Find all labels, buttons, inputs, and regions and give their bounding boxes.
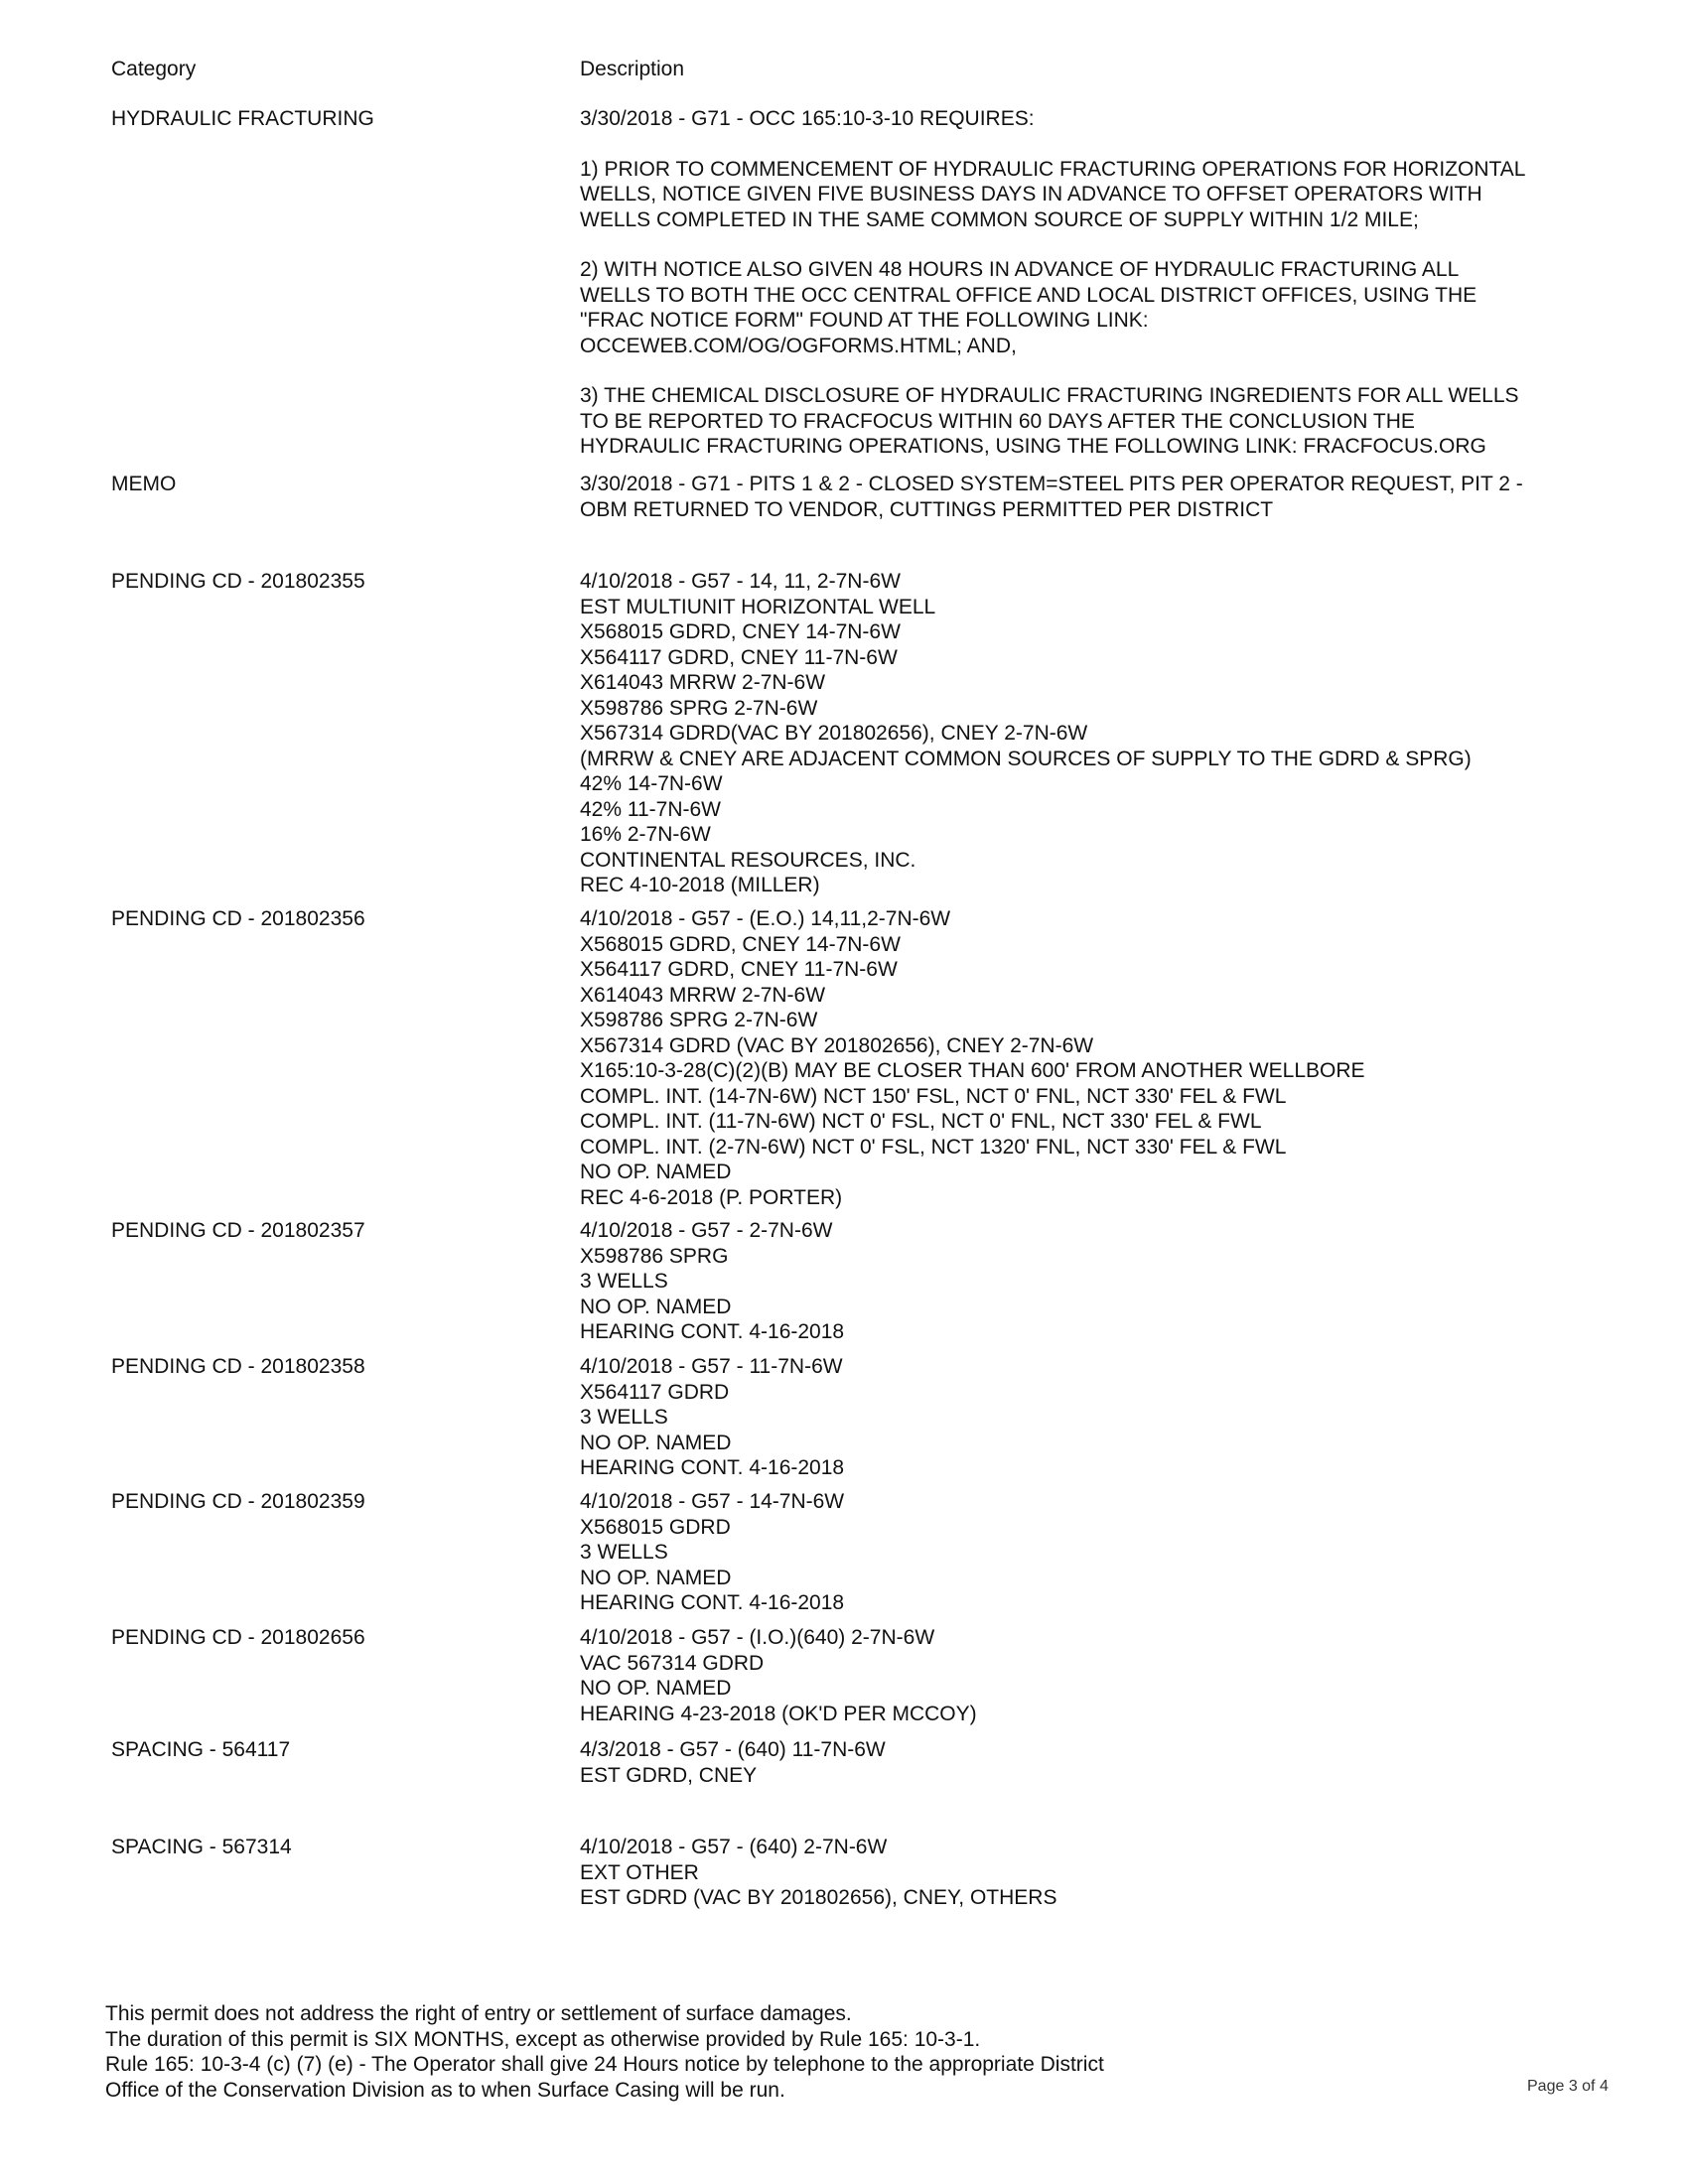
description-column-header: Description xyxy=(580,58,685,80)
description-line: HYDRAULIC FRACTURING OPERATIONS, USING THE FOLLOWING LINK: FRACFOCUS.ORG xyxy=(580,435,1486,458)
description-line: 4/10/2018 - G57 - 2-7N-6W xyxy=(580,1219,833,1242)
description-line: TO BE REPORTED TO FRACFOCUS WITHIN 60 DAYS AFTER THE CONCLUSION THE xyxy=(580,409,1415,433)
entry-description xyxy=(580,906,1613,1210)
description-paragraph xyxy=(580,157,1613,233)
description-line: EST GDRD (VAC BY 201802656), CNEY, OTHERS xyxy=(580,1886,1057,1909)
description-line: 42% 14-7N-6W xyxy=(580,772,723,795)
entry-category: PENDING CD - 201802358 xyxy=(111,1355,365,1378)
description-line: REC 4-10-2018 (MILLER) xyxy=(580,874,820,896)
entry-category: SPACING - 567314 xyxy=(111,1836,292,1858)
description-paragraph xyxy=(580,569,1613,898)
description-line: 4/10/2018 - G57 - (E.O.) 14,11,2-7N-6W xyxy=(580,907,951,930)
description-line: REC 4-6-2018 (P. PORTER) xyxy=(580,1185,843,1209)
description-line: X614043 MRRW 2-7N-6W xyxy=(580,983,826,1007)
description-line: 3 WELLS xyxy=(580,1541,668,1564)
entry-description xyxy=(580,1625,1613,1726)
description-line: HEARING CONT. 4-16-2018 xyxy=(580,1456,845,1479)
description-line: NO OP. NAMED xyxy=(580,1295,732,1318)
description-line: 1) PRIOR TO COMMENCEMENT OF HYDRAULIC FRACTURING OPERATIONS FOR HORIZONTAL xyxy=(580,157,1526,181)
description-line: HEARING 4-23-2018 (OK'D PER MCCOY) xyxy=(580,1702,977,1725)
description-line: WELLS, NOTICE GIVEN FIVE BUSINESS DAYS IN ADVANCE TO OFFSET OPERATORS WITH xyxy=(580,183,1482,205)
footer-line: The duration of this permit is SIX MONTHS, except as otherwise provided by Rule 165: 10-3-1. xyxy=(105,2027,981,2051)
footer-line: Office of the Conservation Division as to when Surface Casing will be run. xyxy=(105,2078,785,2102)
description-line: X165:10-3-28(C)(2)(B) MAY BE CLOSER THAN 600' FROM ANOTHER WELLBORE xyxy=(580,1059,1365,1082)
description-line: 4/3/2018 - G57 - (640) 11-7N-6W xyxy=(580,1738,886,1761)
entry-description xyxy=(580,472,1613,522)
description-line: COMPL. INT. (2-7N-6W) NCT 0' FSL, NCT 1320' FNL, NCT 330' FEL & FWL xyxy=(580,1135,1287,1159)
description-paragraph xyxy=(580,1737,1613,1788)
description-line: COMPL. INT. (11-7N-6W) NCT 0' FSL, NCT 0' FNL, NCT 330' FEL & FWL xyxy=(580,1110,1262,1133)
description-line: OBM RETURNED TO VENDOR, CUTTINGS PERMITTED PER DISTRICT xyxy=(580,497,1274,521)
entry-category: SPACING - 564117 xyxy=(111,1738,291,1761)
description-line: 3/30/2018 - G71 - OCC 165:10-3-10 REQUIRES: xyxy=(580,107,1035,130)
description-line: 3) THE CHEMICAL DISCLOSURE OF HYDRAULIC FRACTURING INGREDIENTS FOR ALL WELLS xyxy=(580,384,1519,407)
description-line: X598786 SPRG 2-7N-6W xyxy=(580,1009,818,1031)
entry-description xyxy=(580,1835,1613,1911)
entry-category: PENDING CD - 201802359 xyxy=(111,1490,365,1513)
description-line: 2) WITH NOTICE ALSO GIVEN 48 HOURS IN ADVANCE OF HYDRAULIC FRACTURING ALL xyxy=(580,258,1460,281)
description-line: COMPL. INT. (14-7N-6W) NCT 150' FSL, NCT 0' FNL, NCT 330' FEL & FWL xyxy=(580,1084,1287,1108)
category-column-header: Category xyxy=(111,58,197,80)
entry-description xyxy=(580,106,1613,460)
description-line: X568015 GDRD xyxy=(580,1515,731,1539)
description-line: NO OP. NAMED xyxy=(580,1566,732,1589)
description-line: 4/10/2018 - G57 - 14, 11, 2-7N-6W xyxy=(580,570,901,593)
description-line: 3/30/2018 - G71 - PITS 1 & 2 - CLOSED SYSTEM=STEEL PITS PER OPERATOR REQUEST, PIT 2 - xyxy=(580,473,1523,495)
entry-category: PENDING CD - 201802656 xyxy=(111,1626,365,1649)
description-paragraph xyxy=(580,1489,1613,1616)
entry-category: MEMO xyxy=(111,473,177,495)
description-paragraph xyxy=(580,383,1613,460)
description-line: CONTINENTAL RESOURCES, INC. xyxy=(580,848,916,872)
description-line: X567314 GDRD (VAC BY 201802656), CNEY 2-7N-6W xyxy=(580,1033,1094,1057)
description-paragraph xyxy=(580,1354,1613,1481)
description-line: NO OP. NAMED xyxy=(580,1431,732,1454)
permit-footer xyxy=(105,2001,1104,2103)
description-line: X598786 SPRG 2-7N-6W xyxy=(580,696,818,720)
description-line: EST GDRD, CNEY xyxy=(580,1763,758,1787)
footer-line: This permit does not address the right of entry or settlement of surface damages. xyxy=(105,2002,852,2025)
description-line: OCCEWEB.COM/OG/OGFORMS.HTML; AND, xyxy=(580,334,1017,357)
description-line: X567314 GDRD(VAC BY 201802656), CNEY 2-7N-6W xyxy=(580,722,1088,745)
description-line: WELLS COMPLETED IN THE SAME COMMON SOURCE OF SUPPLY WITHIN 1/2 MILE; xyxy=(580,207,1419,231)
entry-category: PENDING CD - 201802357 xyxy=(111,1219,365,1242)
description-line: 4/10/2018 - G57 - 11-7N-6W xyxy=(580,1355,843,1378)
description-line: X568015 GDRD, CNEY 14-7N-6W xyxy=(580,932,901,956)
description-line: EST MULTIUNIT HORIZONTAL WELL xyxy=(580,595,936,618)
entry-category: PENDING CD - 201802355 xyxy=(111,570,365,593)
description-paragraph xyxy=(580,257,1613,358)
description-line: HEARING CONT. 4-16-2018 xyxy=(580,1320,845,1343)
description-paragraph xyxy=(580,1218,1613,1345)
entry-category: HYDRAULIC FRACTURING xyxy=(111,107,374,130)
description-paragraph xyxy=(580,1835,1613,1911)
entry-description xyxy=(580,569,1613,898)
description-line: 3 WELLS xyxy=(580,1270,668,1293)
description-line: 16% 2-7N-6W xyxy=(580,823,711,846)
entry-category: PENDING CD - 201802356 xyxy=(111,907,365,930)
description-line: EXT OTHER xyxy=(580,1860,699,1884)
description-line: HEARING CONT. 4-16-2018 xyxy=(580,1591,845,1614)
description-paragraph xyxy=(580,106,1613,132)
entry-description xyxy=(580,1218,1613,1345)
description-line: X598786 SPRG xyxy=(580,1244,729,1268)
page-number: Page 3 of 4 xyxy=(1527,2078,1609,2095)
description-paragraph xyxy=(580,472,1613,522)
description-line: 4/10/2018 - G57 - (I.O.)(640) 2-7N-6W xyxy=(580,1626,935,1649)
entry-description xyxy=(580,1737,1613,1788)
description-line: (MRRW & CNEY ARE ADJACENT COMMON SOURCES OF SUPPLY TO THE GDRD & SPRG) xyxy=(580,747,1472,770)
entry-description xyxy=(580,1354,1613,1481)
description-line: X564117 GDRD xyxy=(580,1380,730,1404)
description-line: 42% 11-7N-6W xyxy=(580,797,721,821)
description-line: NO OP. NAMED xyxy=(580,1160,732,1183)
entry-description xyxy=(580,1489,1613,1616)
description-line: X564117 GDRD, CNEY 11-7N-6W xyxy=(580,958,898,981)
description-line: NO OP. NAMED xyxy=(580,1677,732,1700)
description-paragraph xyxy=(580,906,1613,1210)
description-line: 4/10/2018 - G57 - (640) 2-7N-6W xyxy=(580,1836,888,1858)
description-line: X614043 MRRW 2-7N-6W xyxy=(580,671,826,694)
description-paragraph xyxy=(580,1625,1613,1726)
description-line: VAC 567314 GDRD xyxy=(580,1651,765,1675)
description-line: X564117 GDRD, CNEY 11-7N-6W xyxy=(580,645,898,669)
description-line: "FRAC NOTICE FORM" FOUND AT THE FOLLOWING LINK: xyxy=(580,309,1149,332)
description-line: WELLS TO BOTH THE OCC CENTRAL OFFICE AND LOCAL DISTRICT OFFICES, USING THE xyxy=(580,283,1477,307)
footer-line: Rule 165: 10-3-4 (c) (7) (e) - The Operator shall give 24 Hours notice by telephone to the appropriate District xyxy=(105,2053,1104,2076)
description-line: X568015 GDRD, CNEY 14-7N-6W xyxy=(580,620,901,643)
description-line: 4/10/2018 - G57 - 14-7N-6W xyxy=(580,1490,845,1513)
description-line: 3 WELLS xyxy=(580,1406,668,1429)
